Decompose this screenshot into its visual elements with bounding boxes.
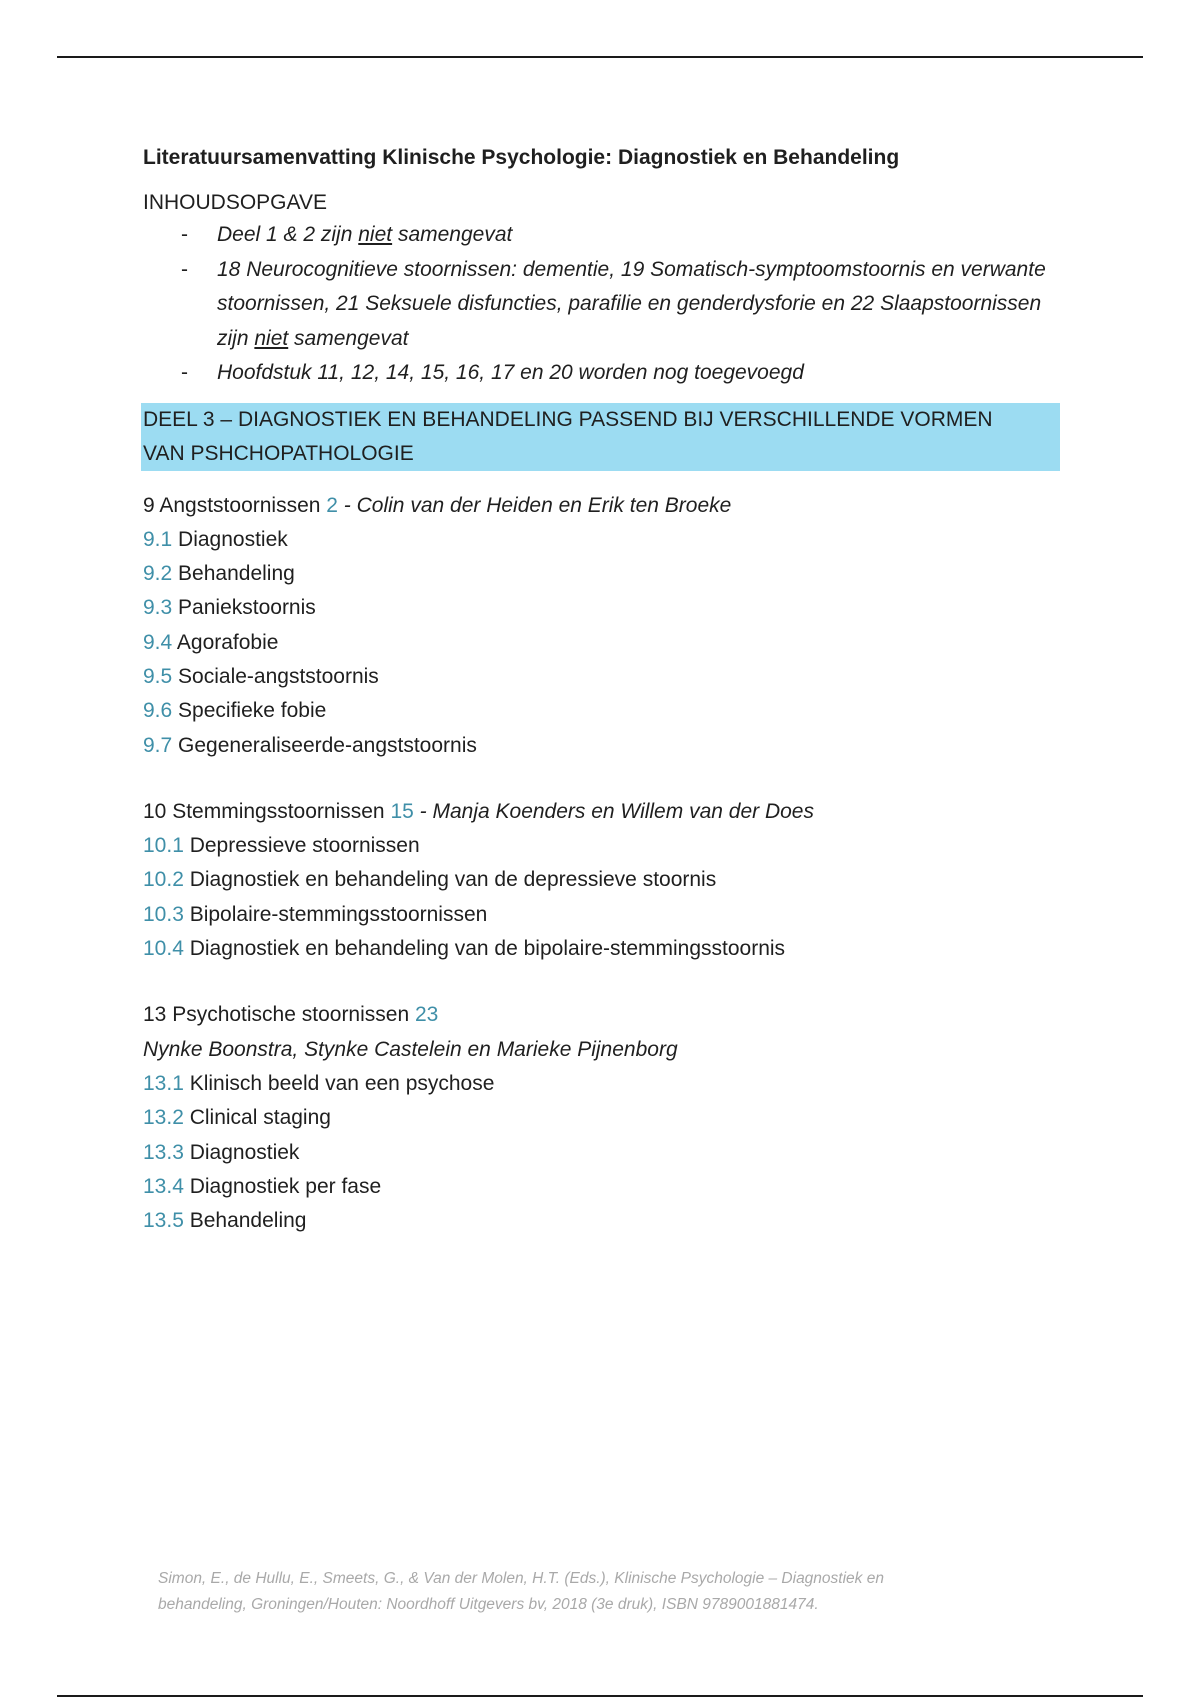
section-title: Bipolaire-stemmingsstoornissen: [183, 902, 488, 926]
chapter-9: [143, 489, 1063, 763]
section-number: 13.1: [143, 1071, 184, 1095]
note-item: [143, 253, 1063, 357]
bullet-dash: -: [181, 361, 188, 384]
toc-entry[interactable]: [143, 660, 1063, 694]
toc-entry[interactable]: [143, 729, 1063, 763]
section-title: Sociale-angststoornis: [172, 664, 379, 688]
chapter-authors: Nynke Boonstra, Stynke Castelein en Marieke Pijnenborg: [143, 1037, 678, 1061]
chapter-10: [143, 795, 1063, 966]
chapter-title-text: 9 Angststoornissen: [143, 493, 327, 517]
note-item: [143, 356, 1063, 391]
toc-entry[interactable]: [143, 1170, 1063, 1204]
bullet-dash: -: [181, 257, 188, 281]
section-number: 9.7: [143, 733, 173, 757]
chapter-page-number: 15: [390, 799, 414, 823]
section-title: Behandeling: [183, 1209, 307, 1233]
top-rule: [57, 56, 1143, 58]
note-item: [143, 218, 1063, 253]
section-number: 9.1: [143, 527, 173, 551]
section-number: 13.2: [143, 1106, 184, 1130]
part-heading-line: DEEL 3 – DIAGNOSTIEK EN BEHANDELING PASSEND BIJ VERSCHILLENDE VORMEN: [143, 407, 993, 431]
note-emphasis: niet: [254, 326, 289, 350]
toc-entry[interactable]: [143, 591, 1063, 625]
toc-entry[interactable]: [143, 863, 1063, 897]
note-text: 18 Neurocognitieve stoornissen: dementie, 19 Somatisch-symptoomstoornis en verwante stoornissen, 21 Seksuele disfuncties, parafilie en genderdysforie en 22 Slaapstoornissen zijn: [217, 257, 1046, 350]
section-number: 13.5: [143, 1209, 184, 1233]
section-number: 13.3: [143, 1140, 184, 1164]
section-title: Clinical staging: [183, 1106, 331, 1130]
chapter-title: [143, 489, 1063, 523]
chapter-authors: - Colin van der Heiden en Erik ten Broeke: [337, 493, 732, 517]
toc-entry[interactable]: [143, 898, 1063, 932]
document-title: Literatuursamenvatting Klinische Psychologie: Diagnostiek en Behandeling: [143, 146, 900, 169]
bullet-dash: -: [181, 223, 188, 246]
chapter-title-text: 10 Stemmingsstoornissen: [143, 799, 391, 823]
toc-entry[interactable]: [143, 694, 1063, 728]
section-number: 9.5: [143, 664, 173, 688]
section-title: Diagnostiek en behandeling van de depressieve stoornis: [183, 868, 717, 892]
section-number: 9.6: [143, 699, 173, 723]
chapter-authors: - Manja Koenders en Willem van der Does: [413, 799, 814, 823]
chapter-page-number: 2: [326, 493, 338, 517]
toc-notes-list: [143, 218, 1063, 391]
toc-entry[interactable]: [143, 1136, 1063, 1170]
section-title: Agorafobie: [172, 630, 279, 654]
toc-entry[interactable]: [143, 932, 1063, 966]
section-title: Klinisch beeld van een psychose: [183, 1071, 495, 1095]
citation-line: behandeling, Groningen/Houten: Noordhoff Uitgevers bv, 2018 (3e druk), ISBN 9789001881474.: [158, 1596, 819, 1613]
chapter-title-text: 13 Psychotische stoornissen: [143, 1003, 415, 1027]
section-number: 10.3: [143, 902, 184, 926]
toc-entry[interactable]: [143, 1101, 1063, 1135]
toc-entry[interactable]: [143, 557, 1063, 591]
chapter-title: [143, 795, 1063, 829]
section-title: Behandeling: [172, 562, 295, 586]
section-number: 9.3: [143, 596, 173, 620]
citation-footnote: [158, 1566, 1018, 1618]
section-title: Depressieve stoornissen: [183, 834, 420, 858]
section-number: 10.1: [143, 834, 184, 858]
chapter-title: [143, 998, 1063, 1032]
document-body: [143, 140, 1063, 1270]
section-number: 13.4: [143, 1174, 184, 1198]
toc-entry[interactable]: [143, 523, 1063, 557]
section-number: 9.2: [143, 562, 173, 586]
section-title: Paniekstoornis: [172, 596, 316, 620]
chapter-13: [143, 998, 1063, 1238]
section-title: Specifieke fobie: [172, 699, 327, 723]
section-number: 9.4: [143, 630, 173, 654]
section-number: 10.4: [143, 937, 184, 961]
section-title: Diagnostiek en behandeling van de bipolaire-stemmingsstoornis: [183, 937, 786, 961]
part-heading-banner: [141, 403, 1060, 471]
toc-heading: INHOUDSOPGAVE: [143, 191, 327, 214]
toc-entry[interactable]: [143, 626, 1063, 660]
toc-entry[interactable]: [143, 1067, 1063, 1101]
note-text: Hoofdstuk 11, 12, 14, 15, 16, 17 en 20 worden nog toegevoegd: [217, 361, 804, 384]
toc-entry[interactable]: [143, 1204, 1063, 1238]
section-title: Diagnostiek: [183, 1140, 300, 1164]
section-title: Diagnostiek per fase: [183, 1174, 382, 1198]
part-heading-line: VAN PSHCHOPATHOLOGIE: [143, 441, 414, 465]
section-number: 10.2: [143, 868, 184, 892]
section-title: Diagnostiek: [172, 527, 288, 551]
note-text: samengevat: [392, 223, 513, 246]
note-text: samengevat: [288, 326, 409, 350]
note-text: Deel 1 & 2 zijn: [217, 223, 359, 246]
toc-entry[interactable]: [143, 829, 1063, 863]
citation-line: Simon, E., de Hullu, E., Smeets, G., & Van der Molen, H.T. (Eds.), Klinische Psychologie – Diagnostiek en: [158, 1570, 884, 1587]
section-title: Gegeneraliseerde-angststoornis: [172, 733, 477, 757]
bottom-rule: [57, 1695, 1143, 1697]
chapter-page-number: 23: [414, 1003, 439, 1027]
note-emphasis: niet: [358, 223, 393, 246]
